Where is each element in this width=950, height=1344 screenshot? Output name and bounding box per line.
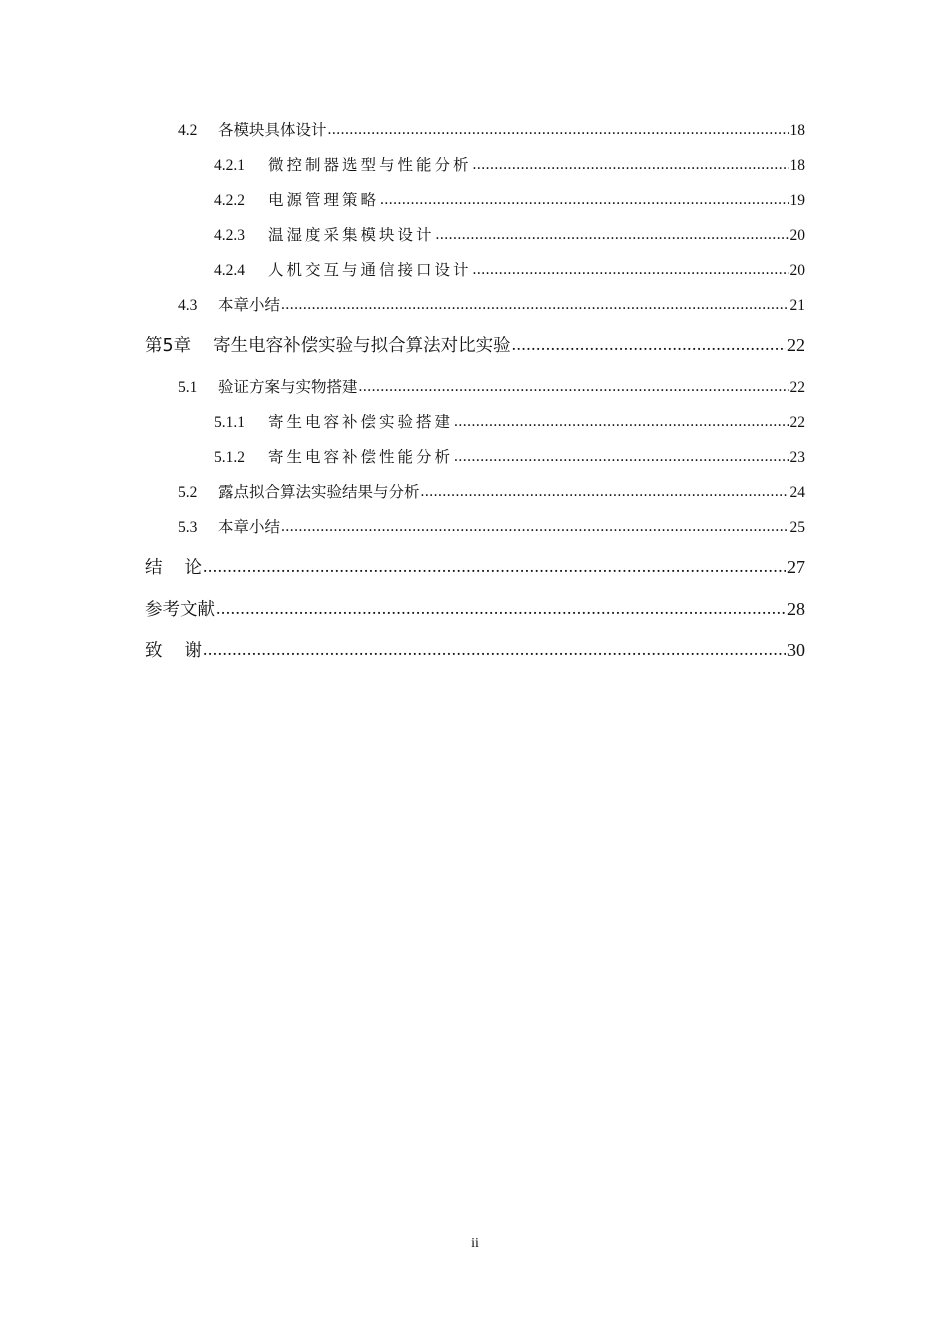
toc-entry-4-2-4[interactable] xyxy=(214,258,805,280)
toc-entry-title: 露点拟合算法实验结果与分析 xyxy=(218,484,420,501)
toc-entry-number: 5.2 xyxy=(178,484,198,501)
toc-entry-number: 5.1.1 xyxy=(214,414,245,431)
toc-entry-number: 4.2.4 xyxy=(214,262,245,279)
toc-entry-4-2[interactable] xyxy=(178,118,805,140)
toc-entry-page: 30 xyxy=(787,640,805,660)
toc-entry-number: 5.3 xyxy=(178,519,198,536)
toc-entry-page: 27 xyxy=(787,557,805,577)
page-number: ii xyxy=(471,1236,479,1251)
toc-entry-5-1-1[interactable] xyxy=(214,410,805,432)
toc-leader-dots xyxy=(436,226,789,244)
toc-entry-title: 本章小结 xyxy=(218,519,281,536)
toc-entry-page: 21 xyxy=(789,297,805,314)
toc-leader-dots xyxy=(473,156,789,174)
toc-entry-number: 4.2.2 xyxy=(214,192,245,209)
toc-leader-dots xyxy=(203,556,786,577)
toc-entry-title: 人机交互与通信接口设计 xyxy=(268,262,472,279)
toc-entry-title: 各模块具体设计 xyxy=(218,122,327,139)
toc-entry-title: 验证方案与实物搭建 xyxy=(218,379,358,396)
toc-entry-page: 22 xyxy=(789,379,805,396)
toc-entry-page: 18 xyxy=(789,157,805,174)
toc-entry-page: 22 xyxy=(787,335,805,355)
toc-entry-title: 寄生电容补偿性能分析 xyxy=(268,449,454,466)
toc-entry-title: 寄生电容补偿实验搭建 xyxy=(268,414,454,431)
toc-entry-title: 本章小结 xyxy=(218,297,281,314)
toc-entry-page: 25 xyxy=(789,519,805,536)
toc-entry-title: 参考文献 xyxy=(145,600,215,620)
toc-entry-page: 19 xyxy=(789,192,805,209)
toc-entry-acknowledgements[interactable] xyxy=(145,637,805,662)
toc-entry-page: 23 xyxy=(789,449,805,466)
toc-entry-number: 5.1.2 xyxy=(214,449,245,466)
toc-entry-conclusion[interactable] xyxy=(145,554,805,579)
toc-entry-number: 4.3 xyxy=(178,297,198,314)
toc-leader-dots xyxy=(512,334,786,355)
toc-entry-title: 寄生电容补偿实验与拟合算法对比实验 xyxy=(213,336,511,356)
toc-entry-page: 22 xyxy=(789,414,805,431)
toc-entry-page: 24 xyxy=(789,484,805,501)
toc-leader-dots xyxy=(328,121,789,139)
toc-entry-title: 微控制器选型与性能分析 xyxy=(268,157,472,174)
toc-entry-5-1-2[interactable] xyxy=(214,445,805,467)
toc-leader-dots xyxy=(454,448,788,466)
toc-leader-dots xyxy=(473,261,789,279)
toc-entry-5-2[interactable] xyxy=(178,480,805,502)
toc-leader-dots xyxy=(454,413,788,431)
toc-leader-dots xyxy=(359,378,789,396)
toc-entry-4-2-1[interactable] xyxy=(214,153,805,175)
toc-leader-dots xyxy=(281,518,788,536)
toc-entry-4-3[interactable] xyxy=(178,293,805,315)
toc-entry-number: 4.2 xyxy=(178,122,198,139)
toc-entry-page: 18 xyxy=(789,122,805,139)
toc-leader-dots xyxy=(421,483,789,501)
toc-entry-title: 温湿度采集模块设计 xyxy=(268,227,435,244)
toc-leader-dots xyxy=(203,639,786,660)
toc-entry-page: 20 xyxy=(789,262,805,279)
toc-entry-5-1[interactable] xyxy=(178,375,805,397)
toc-entry-number: 5.1 xyxy=(178,379,198,396)
toc-entry-references[interactable] xyxy=(145,596,805,621)
toc-leader-dots xyxy=(216,598,786,619)
toc-entry-title: 结论 xyxy=(145,558,224,578)
toc-entry-title: 致谢 xyxy=(145,641,224,661)
toc-entry-title: 电源管理策略 xyxy=(268,192,380,209)
toc-entry-page: 20 xyxy=(789,227,805,244)
toc-entry-number: 4.2.3 xyxy=(214,227,245,244)
toc-entry-chapter-5[interactable] xyxy=(145,332,805,357)
toc-leader-dots xyxy=(380,191,788,209)
toc-entry-number: 第5章 xyxy=(145,336,192,356)
toc-entry-4-2-2[interactable] xyxy=(214,188,805,210)
toc-entry-4-2-3[interactable] xyxy=(214,223,805,245)
toc-leader-dots xyxy=(281,296,788,314)
toc-entry-5-3[interactable] xyxy=(178,515,805,537)
toc-entry-page: 28 xyxy=(787,599,805,619)
toc-entry-number: 4.2.1 xyxy=(214,157,245,174)
